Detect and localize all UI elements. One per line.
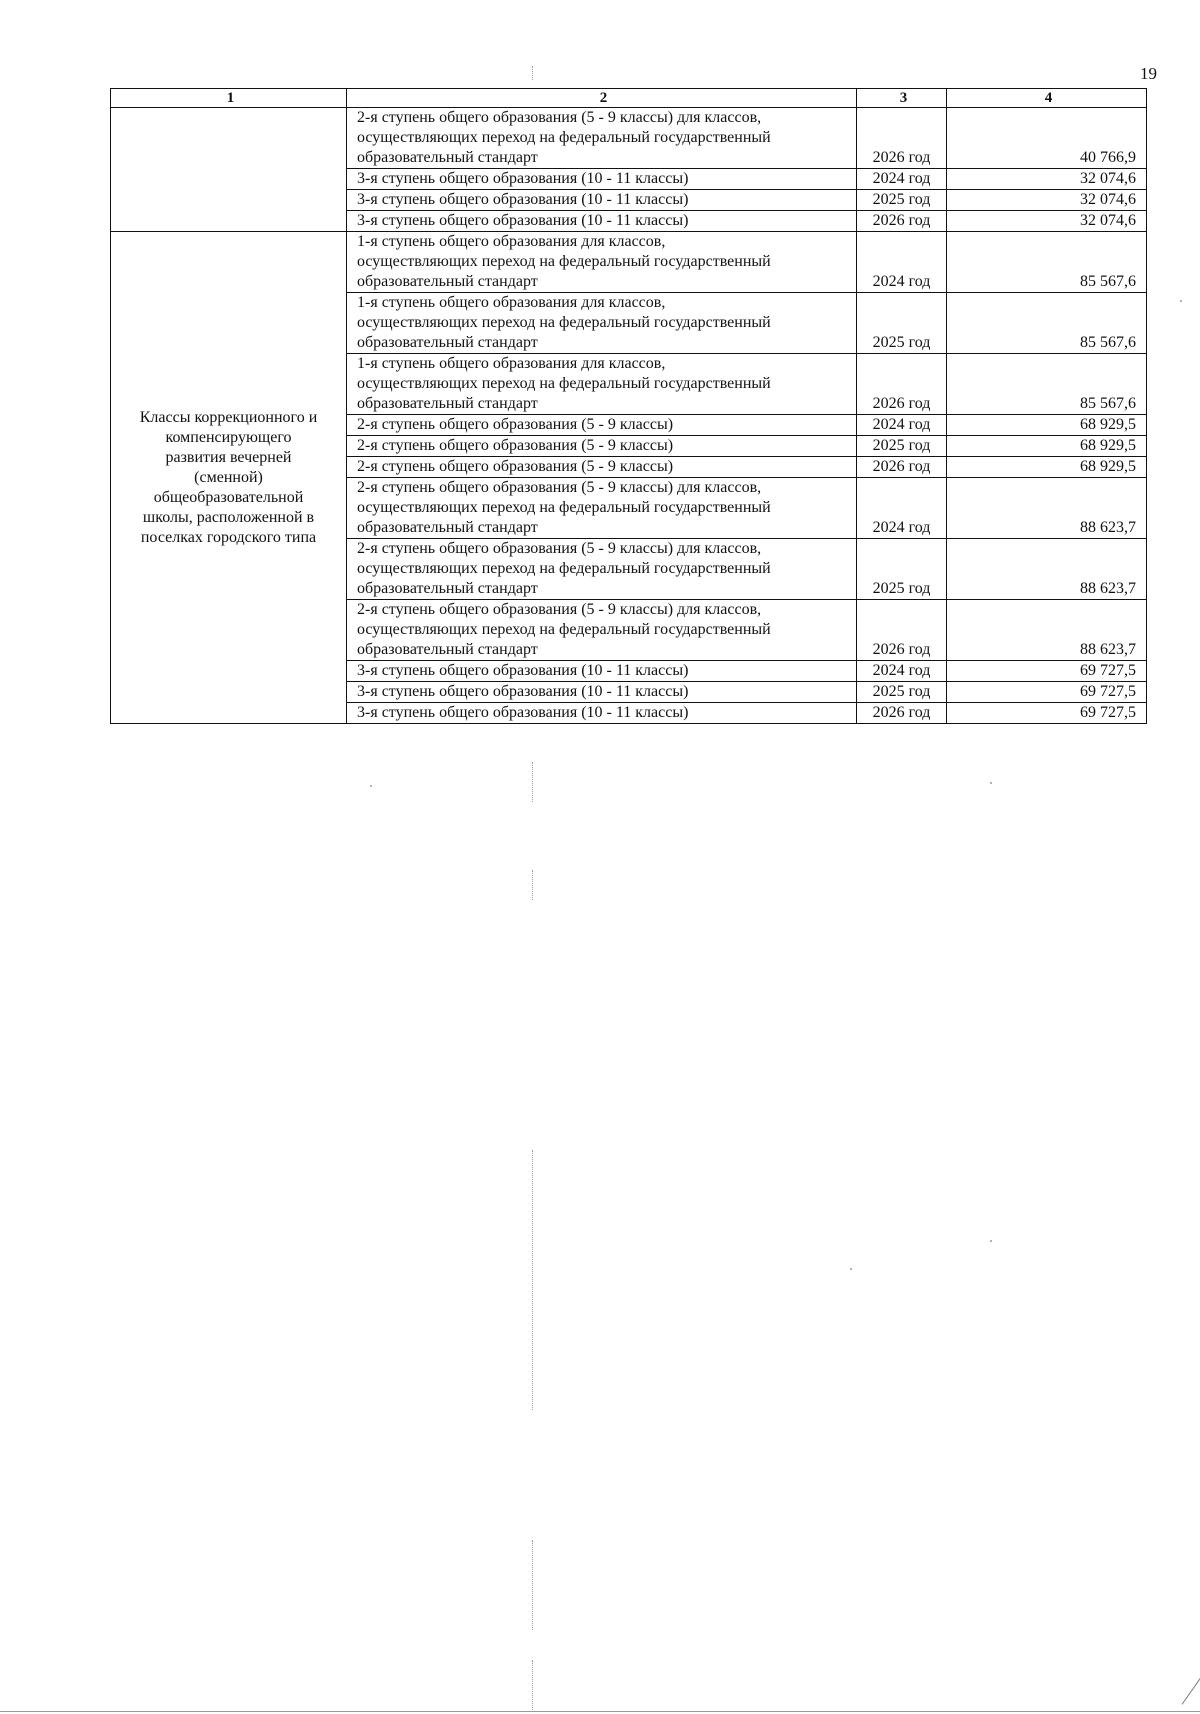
year-cell: 2026 год <box>857 211 947 232</box>
education-level-cell: 1-я ступень общего образования для классов, осуществляющих переход на федеральный государственный образовательный стандарт <box>347 354 857 415</box>
year-cell: 2025 год <box>857 293 947 354</box>
value-cell: 88 623,7 <box>947 600 1147 661</box>
value-cell: 69 727,5 <box>947 661 1147 682</box>
scan-artifact-dot <box>850 1268 852 1270</box>
table-row <box>111 108 1147 169</box>
education-level-cell: 3-я ступень общего образования (10 - 11 классы) <box>347 211 857 232</box>
education-level-cell: 2-я ступень общего образования (5 - 9 классы) <box>347 415 857 436</box>
year-cell: 2024 год <box>857 232 947 293</box>
year-cell: 2026 год <box>857 703 947 724</box>
education-level-cell: 2-я ступень общего образования (5 - 9 классы) <box>347 436 857 457</box>
scan-artifact-line <box>532 870 533 900</box>
scan-artifact-line <box>532 66 533 80</box>
category-cell: Классы коррекционного и компенсирующего развития вечерней (сменной) общеобразовательной школы, расположенной в поселках городского типа <box>111 232 347 724</box>
value-cell: 85 567,6 <box>947 354 1147 415</box>
year-cell: 2025 год <box>857 190 947 211</box>
year-cell: 2026 год <box>857 108 947 169</box>
value-cell: 32 074,6 <box>947 169 1147 190</box>
header-col-2: 2 <box>347 89 857 108</box>
year-cell: 2026 год <box>857 354 947 415</box>
header-col-1: 1 <box>111 89 347 108</box>
value-cell: 32 074,6 <box>947 190 1147 211</box>
scan-artifact-dot <box>1180 300 1182 302</box>
scan-artifact-line <box>532 1150 533 1410</box>
education-level-cell: 3-я ступень общего образования (10 - 11 классы) <box>347 661 857 682</box>
education-level-cell: 2-я ступень общего образования (5 - 9 классы) <box>347 457 857 478</box>
header-col-4: 4 <box>947 89 1147 108</box>
value-cell: 88 623,7 <box>947 539 1147 600</box>
education-level-cell: 1-я ступень общего образования для классов, осуществляющих переход на федеральный государственный образовательный стандарт <box>347 293 857 354</box>
year-cell: 2024 год <box>857 478 947 539</box>
table-row <box>111 232 1147 293</box>
scan-artifact-line <box>532 1540 533 1630</box>
value-cell: 69 727,5 <box>947 703 1147 724</box>
education-level-cell: 3-я ступень общего образования (10 - 11 классы) <box>347 169 857 190</box>
scan-artifact-line <box>532 1660 533 1710</box>
value-cell: 85 567,6 <box>947 293 1147 354</box>
education-level-cell: 3-я ступень общего образования (10 - 11 классы) <box>347 703 857 724</box>
value-cell: 68 929,5 <box>947 457 1147 478</box>
year-cell: 2024 год <box>857 661 947 682</box>
scan-artifact-dot <box>370 785 372 787</box>
year-cell: 2024 год <box>857 415 947 436</box>
value-cell: 68 929,5 <box>947 415 1147 436</box>
page-number: 19 <box>1140 64 1157 83</box>
education-level-cell: 3-я ступень общего образования (10 - 11 классы) <box>347 682 857 703</box>
year-cell: 2026 год <box>857 600 947 661</box>
year-cell: 2025 год <box>857 539 947 600</box>
year-cell: 2024 год <box>857 169 947 190</box>
value-cell: 69 727,5 <box>947 682 1147 703</box>
scan-artifact-line <box>532 762 533 802</box>
year-cell: 2026 год <box>857 457 947 478</box>
table-header-row <box>111 89 1147 108</box>
scan-artifact-dot <box>990 1240 992 1242</box>
year-cell: 2025 год <box>857 436 947 457</box>
value-cell: 68 929,5 <box>947 436 1147 457</box>
header-col-3: 3 <box>857 89 947 108</box>
table-body <box>111 108 1147 724</box>
education-level-cell: 3-я ступень общего образования (10 - 11 классы) <box>347 190 857 211</box>
education-level-cell: 2-я ступень общего образования (5 - 9 классы) для классов, осуществляющих переход на федеральный государственный образовательный стандарт <box>347 108 857 169</box>
scan-artifact-dot <box>990 782 992 784</box>
tariff-table <box>110 88 1147 724</box>
education-level-cell: 2-я ступень общего образования (5 - 9 классы) для классов, осуществляющих переход на федеральный государственный образовательный стандарт <box>347 600 857 661</box>
year-cell: 2025 год <box>857 682 947 703</box>
value-cell: 40 766,9 <box>947 108 1147 169</box>
education-level-cell: 2-я ступень общего образования (5 - 9 классы) для классов, осуществляющих переход на федеральный государственный образовательный стандарт <box>347 478 857 539</box>
value-cell: 88 623,7 <box>947 478 1147 539</box>
scan-bottom-edge <box>0 1711 1200 1712</box>
category-cell <box>111 108 347 232</box>
education-level-cell: 1-я ступень общего образования для классов, осуществляющих переход на федеральный государственный образовательный стандарт <box>347 232 857 293</box>
value-cell: 85 567,6 <box>947 232 1147 293</box>
scan-corner-mark <box>1182 1671 1200 1704</box>
value-cell: 32 074,6 <box>947 211 1147 232</box>
education-level-cell: 2-я ступень общего образования (5 - 9 классы) для классов, осуществляющих переход на федеральный государственный образовательный стандарт <box>347 539 857 600</box>
